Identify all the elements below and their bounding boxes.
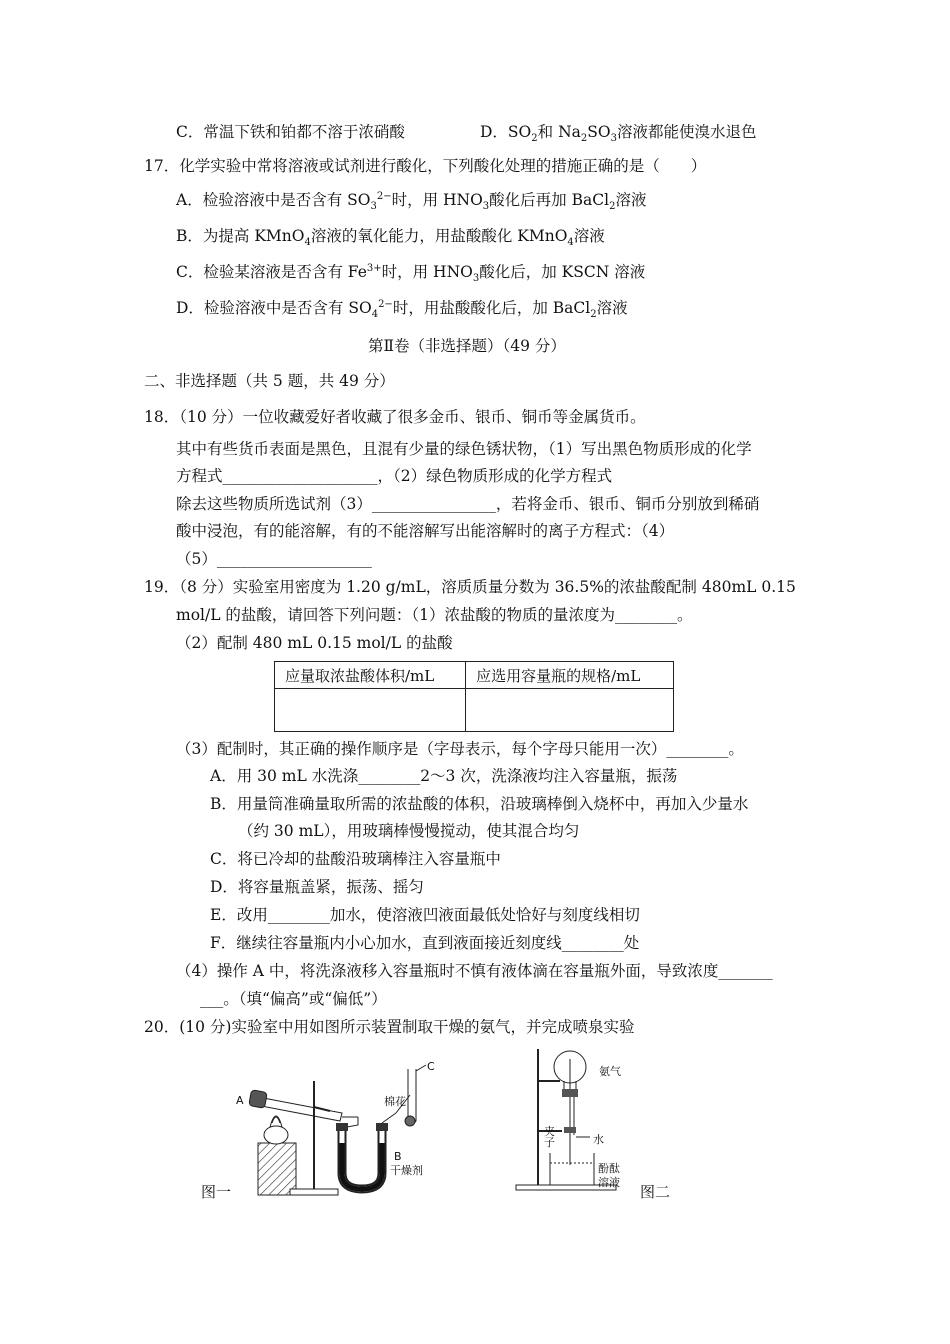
fig1-label-desiccant: 干燥剂: [390, 1164, 423, 1177]
q18-line-2: 其中有些货币表面是黑色，且混有少量的绿色锈状物，（1）写出黑色物质形成的化学: [176, 440, 752, 458]
fig1-label-c: C: [427, 1060, 435, 1073]
q19-step-a: A．用 30 mL 水洗涤________2～3 次，洗涤液均注入容量瓶，振荡: [210, 767, 678, 785]
section-title: 第Ⅱ卷（非选择题）（49 分）: [368, 337, 566, 355]
fig2-label-ammonia: 氨气: [599, 1065, 621, 1078]
q19-line-6: ___。（填“偏高”或“偏低”）: [200, 990, 387, 1008]
q19-step-f: F．继续往容量瓶内小心加水，直到液面接近刻度线________处: [210, 934, 640, 952]
q17-option-a: A．检验溶液中是否含有 $SO_3^{2-}$时，用 $HNO_3$酸化后再加 BaCl$_2$溶液: [176, 190, 647, 213]
table-cell-flask[interactable]: [466, 689, 674, 732]
q19-answer-table: [274, 661, 674, 732]
q19-step-c: C．将已冷却的盐酸沿玻璃棒注入容量瓶中: [210, 850, 501, 868]
q19-step-b-cont: （约 30 mL），用玻璃棒慢慢搅动，使其混合均匀: [238, 822, 580, 840]
q20-line-1: 20．(10 分)实验室中用如图所示装置制取干燥的氨气，并完成喷泉实验: [144, 1018, 635, 1036]
fig2-caption: 图二: [640, 1183, 671, 1201]
figure-1-apparatus: [230, 1055, 460, 1200]
fig1-caption: 图一: [201, 1183, 232, 1201]
q18-line-3: 方程式____________________，（2）绿色物质形成的化学方程式: [176, 467, 613, 485]
table-header-volume: 应量取浓盐酸体积/mL: [275, 662, 466, 689]
fig2-label-phenol-2: 溶液: [598, 1176, 620, 1189]
q16-option-c: C．常温下铁和铂都不溶于浓硝酸: [176, 123, 405, 141]
table-cell-volume[interactable]: [275, 689, 466, 732]
q19-line-5: （4）操作 A 中，将洗涤液移入容量瓶时不慎有液体滴在容量瓶外面，导致浓度_______: [176, 962, 773, 980]
fig2-label-phenol-1: 酚酞: [598, 1162, 620, 1175]
fig1-label-cotton: 棉花: [384, 1095, 406, 1108]
q18-line-1: 18．（10 分）一位收藏爱好者收藏了很多金币、银币、铜币等金属货币。: [144, 408, 646, 426]
q18-line-4: 除去这些物质所选试剂（3）________________，若将金币、银币、铜币分别放到稀硝: [176, 495, 760, 513]
q19-step-b: B．用量筒准确量取所需的浓盐酸的体积，沿玻璃棒倒入烧杯中，再加入少量水: [210, 795, 749, 813]
q17-option-c: C．检验某溶液是否含有 $Fe^{3+}$时，用 $HNO_3$酸化后，加 KSCN 溶液: [176, 262, 646, 285]
q17-option-d: D．检验溶液中是否含有 $SO_4^{2-}$时，用盐酸酸化后，加 BaCl$_2$溶液: [176, 298, 628, 321]
q17-stem: 17．化学实验中常将溶液或试剂进行酸化，下列酸化处理的措施正确的是（ ）: [144, 157, 707, 175]
q19-line-4: （3）配制时，其正确的操作顺序是（字母表示，每个字母只能用一次）________。: [176, 740, 744, 758]
fig1-label-b: B: [394, 1150, 402, 1163]
fig1-label-a: A: [236, 1094, 244, 1107]
q19-line-3: （2）配制 480 mL 0.15 mol/L 的盐酸: [176, 634, 453, 652]
q16-option-d: D．$SO_2$和 $Na_2SO_3$溶液都能使溴水退色: [480, 123, 757, 145]
q18-line-6: （5）____________________: [176, 550, 372, 568]
table-header-flask: 应选用容量瓶的规格/mL: [466, 662, 674, 689]
q19-step-e: E．改用________加水，使溶液凹液面最低处恰好与刻度线相切: [210, 906, 640, 924]
fig2-label-clamp-1: 夹: [544, 1125, 555, 1138]
q19-line-2: mol/L 的盐酸，请回答下列问题：（1）浓盐酸的物质的量浓度为________。: [176, 606, 693, 624]
q17-option-b: B．为提高 KMnO$_4$溶液的氧化能力，用盐酸酸化 KMnO$_4$溶液: [176, 227, 605, 249]
q19-step-d: D．将容量瓶盖紧，振荡、摇匀: [210, 878, 424, 896]
q19-line-1: 19．（8 分）实验室用密度为 1.20 g/mL，溶质质量分数为 36.5%的浓盐酸配制 480mL 0.15: [144, 578, 796, 596]
fig2-label-water: 水: [593, 1133, 604, 1146]
part-heading: 二、非选择题（共 5 题，共 49 分）: [144, 372, 395, 390]
q18-line-5: 酸中浸泡，有的能溶解，有的不能溶解写出能溶解时的离子方程式：（4）: [176, 522, 675, 540]
fig2-label-clamp-2: 子: [544, 1136, 555, 1149]
